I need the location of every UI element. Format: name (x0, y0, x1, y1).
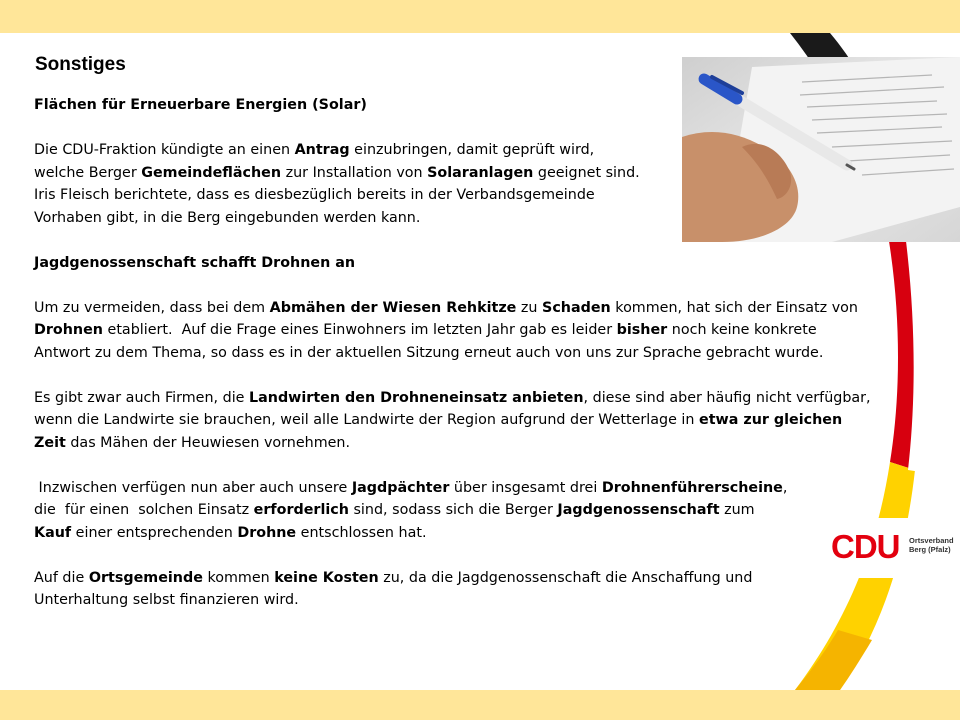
bold-text: Drohnen (34, 322, 103, 338)
section-heading: Jagdgenossenschaft schafft Drohnen an (34, 254, 356, 271)
text-line (34, 477, 889, 500)
bold-text: Schaden (542, 299, 611, 316)
text-run: etabliert. Auf die Frage eines Einwohners im letzten Jahr gab es leider (102, 322, 617, 338)
bold-text: Solaranlagen (427, 164, 534, 181)
text-line (34, 319, 889, 342)
text-line (34, 409, 889, 432)
text-run: Unterhaltung selbst finanzieren wird. (34, 592, 299, 608)
cdu-wordmark: CDU (831, 528, 900, 565)
bold-text: Kauf (34, 524, 72, 541)
text-run: kommen, hat sich der Einsatz von (610, 299, 858, 316)
bold-text: Abmähen der Wiesen Rehkitze (269, 299, 517, 316)
bold-text: Drohnenführerscheine (601, 479, 783, 496)
text-run: Inzwischen verfügen nun aber auch unsere (34, 479, 352, 496)
section-heading: Flächen für Erneuerbare Energien (Solar) (34, 97, 367, 113)
bold-text: Ortsgemeinde (88, 569, 203, 586)
text-run: noch keine konkrete (667, 322, 817, 338)
text-run: Vorhaben gibt, in die Berg eingebunden werden kann. (34, 209, 421, 226)
bold-text: Drohne (237, 524, 297, 541)
text-line (34, 432, 889, 455)
text-run: kommen (202, 569, 275, 586)
bold-text: bisher (616, 322, 668, 338)
bold-text: etwa zur gleichen (699, 412, 843, 428)
text-run: welche Berger (34, 164, 142, 181)
cdu-logo (825, 518, 960, 578)
text-run: Auf die (34, 569, 89, 586)
text-run: zur Installation von (281, 164, 428, 181)
bold-text: Jagdpächter (351, 479, 450, 496)
text-line (34, 567, 889, 590)
bold-text: erforderlich (253, 502, 349, 518)
text-run: sind, sodass sich die Berger (348, 502, 558, 518)
text-run: entschlossen hat. (296, 524, 427, 541)
text-line (34, 589, 889, 612)
bold-text: Antrag (294, 142, 350, 158)
text-run: Iris Fleisch berichtete, dass es diesbezüglich bereits in der Verbandsgemeinde (34, 187, 595, 203)
text-run: geeignet sind. (533, 164, 640, 181)
bold-text: keine Kosten (274, 569, 379, 586)
text-line (34, 297, 889, 320)
text-run: einer entsprechenden (71, 524, 238, 541)
text-run: die für einen solchen Einsatz (34, 502, 254, 518)
text-line (34, 387, 889, 410)
text-run: Die CDU-Fraktion kündigte an einen (34, 142, 295, 158)
text-run: wenn die Landwirte sie brauchen, weil alle Landwirte der Region aufgrund der Wetterlage in (34, 412, 700, 428)
paragraph-gap (34, 364, 889, 387)
text-run: zu, da die Jagdgenossenschaft die Anschaffung und (378, 569, 753, 586)
text-line (34, 342, 889, 365)
logo-line-1: Ortsverband (909, 536, 954, 545)
slide-title: Sonstiges (35, 54, 126, 75)
bold-text: Jagdgenossenschaft (557, 502, 720, 518)
text-run: , diese sind aber häufig nicht verfügbar, (583, 389, 871, 406)
text-run: Antwort zu dem Thema, so dass es in der aktuellen Sitzung erneut auch von uns zur Sprache gebracht wurde. (34, 344, 824, 361)
text-run: , (782, 479, 788, 496)
logo-line-2: Berg (Pfalz) (909, 545, 951, 554)
text-run: das Mähen der Heuwiesen vornehmen. (65, 434, 351, 451)
text-line (34, 499, 889, 522)
text-run: über insgesamt drei (449, 479, 602, 496)
text-run: einzubringen, damit geprüft wird, (349, 142, 595, 158)
hand-writing-with-pen-icon (682, 57, 960, 242)
bold-text: Landwirten den Drohneneinsatz anbieten (249, 389, 584, 406)
text-run: Um zu vermeiden, dass bei dem (34, 299, 270, 316)
text-run: Es gibt zwar auch Firmen, die (34, 389, 250, 406)
text-run: zum (719, 502, 755, 518)
logo-subtitle (909, 536, 954, 554)
paragraph-gap (34, 454, 889, 477)
text-line (34, 522, 889, 545)
text-run: zu (516, 299, 543, 316)
bold-text: Gemeindeflächen (141, 164, 282, 181)
bold-text: Zeit (34, 434, 66, 451)
paragraph-gap (34, 274, 889, 297)
paragraph-gap (34, 544, 889, 567)
